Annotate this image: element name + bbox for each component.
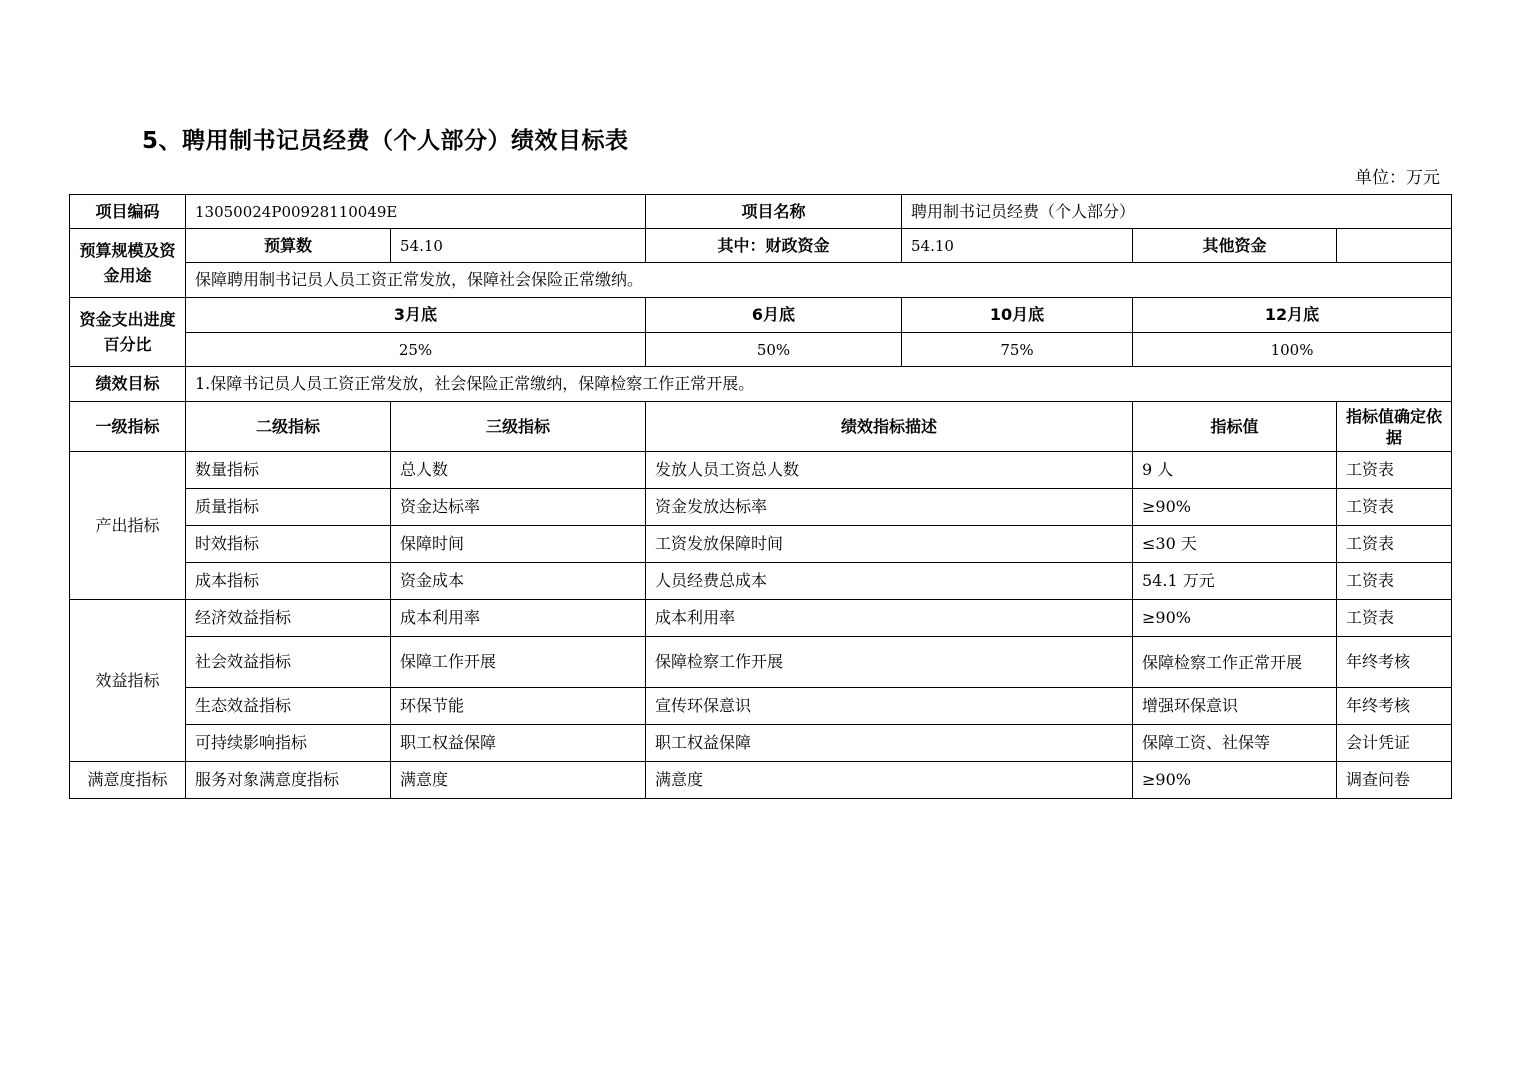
level2-indicator: 服务对象满意度指标 [186, 762, 391, 799]
progress-period: 3月底 [186, 298, 646, 333]
table-row [70, 688, 1452, 725]
progress-value: 50% [646, 333, 902, 367]
progress-period-row [70, 298, 1452, 333]
project-code-value: 13050024P00928110049E [186, 195, 646, 229]
level3-indicator: 保障时间 [391, 526, 646, 563]
indicator-basis: 调查问卷 [1337, 762, 1452, 799]
indicator-description: 工资发放保障时间 [646, 526, 1133, 563]
table-row [70, 452, 1452, 489]
performance-target-table [69, 194, 1452, 799]
level3-indicator: 环保节能 [391, 688, 646, 725]
table-row [70, 725, 1452, 762]
budget-label: 预算数 [186, 229, 391, 263]
progress-section-label: 资金支出进度百分比 [70, 298, 186, 367]
table-row [70, 600, 1452, 637]
indicator-value: ≥90% [1133, 489, 1337, 526]
indicator-description: 满意度 [646, 762, 1133, 799]
indicator-description: 职工权益保障 [646, 725, 1133, 762]
level2-indicator: 社会效益指标 [186, 637, 391, 688]
indicator-basis: 工资表 [1337, 489, 1452, 526]
progress-value: 25% [186, 333, 646, 367]
budget-row [70, 229, 1452, 263]
progress-period: 6月底 [646, 298, 902, 333]
page-title: 5、聘用制书记员经费（个人部分）绩效目标表 [142, 128, 629, 154]
goal-row [70, 367, 1452, 402]
level2-indicator: 数量指标 [186, 452, 391, 489]
level1-indicator: 满意度指标 [70, 762, 186, 799]
table-row [70, 563, 1452, 600]
table-row [70, 489, 1452, 526]
indicator-basis: 工资表 [1337, 526, 1452, 563]
table-row [70, 526, 1452, 563]
level1-indicator: 效益指标 [70, 600, 186, 762]
project-name-label: 项目名称 [646, 195, 902, 229]
indicator-description: 宣传环保意识 [646, 688, 1133, 725]
column-header: 三级指标 [391, 402, 646, 452]
indicator-value: ≤30 天 [1133, 526, 1337, 563]
indicator-description: 人员经费总成本 [646, 563, 1133, 600]
goal-label: 绩效目标 [70, 367, 186, 402]
column-header: 绩效指标描述 [646, 402, 1133, 452]
progress-period: 10月底 [902, 298, 1133, 333]
unit-label: 单位：万元 [1355, 168, 1440, 188]
level3-indicator: 资金成本 [391, 563, 646, 600]
indicator-description: 成本利用率 [646, 600, 1133, 637]
level2-indicator: 经济效益指标 [186, 600, 391, 637]
indicator-value: ≥90% [1133, 762, 1337, 799]
project-code-label: 项目编码 [70, 195, 186, 229]
indicator-description: 资金发放达标率 [646, 489, 1133, 526]
progress-period: 12月底 [1133, 298, 1452, 333]
column-header: 一级指标 [70, 402, 186, 452]
level2-indicator: 可持续影响指标 [186, 725, 391, 762]
budget-value: 54.10 [391, 229, 646, 263]
progress-value: 100% [1133, 333, 1452, 367]
indicator-value: 9 人 [1133, 452, 1337, 489]
level2-indicator: 生态效益指标 [186, 688, 391, 725]
level3-indicator: 满意度 [391, 762, 646, 799]
project-name-value: 聘用制书记员经费（个人部分） [902, 195, 1452, 229]
fiscal-funds-value: 54.10 [902, 229, 1133, 263]
level1-indicator: 产出指标 [70, 452, 186, 600]
column-header: 二级指标 [186, 402, 391, 452]
level3-indicator: 成本利用率 [391, 600, 646, 637]
goal-text: 1.保障书记员人员工资正常发放，社会保险正常缴纳，保障检察工作正常开展。 [186, 367, 1452, 402]
indicator-description: 发放人员工资总人数 [646, 452, 1133, 489]
indicator-description: 保障检察工作开展 [646, 637, 1133, 688]
level3-indicator: 总人数 [391, 452, 646, 489]
level2-indicator: 质量指标 [186, 489, 391, 526]
level3-indicator: 保障工作开展 [391, 637, 646, 688]
indicator-value: 增强环保意识 [1133, 688, 1337, 725]
level3-indicator: 资金达标率 [391, 489, 646, 526]
indicator-value: 保障检察工作正常开展 [1133, 637, 1337, 688]
purpose-row [70, 263, 1452, 298]
progress-value-row [70, 333, 1452, 367]
indicator-value: ≥90% [1133, 600, 1337, 637]
indicator-basis: 年终考核 [1337, 688, 1452, 725]
other-funds-label: 其他资金 [1133, 229, 1337, 263]
project-row [70, 195, 1452, 229]
indicator-value: 54.1 万元 [1133, 563, 1337, 600]
level2-indicator: 时效指标 [186, 526, 391, 563]
level3-indicator: 职工权益保障 [391, 725, 646, 762]
table-row [70, 637, 1452, 688]
fund-purpose-text: 保障聘用制书记员人员工资正常发放，保障社会保险正常缴纳。 [186, 263, 1452, 298]
indicator-basis: 工资表 [1337, 600, 1452, 637]
level2-indicator: 成本指标 [186, 563, 391, 600]
indicator-basis: 年终考核 [1337, 637, 1452, 688]
indicator-value: 保障工资、社保等 [1133, 725, 1337, 762]
table-row [70, 762, 1452, 799]
budget-section-label: 预算规模及资金用途 [70, 229, 186, 298]
column-header: 指标值 [1133, 402, 1337, 452]
other-funds-value [1337, 229, 1452, 263]
progress-value: 75% [902, 333, 1133, 367]
indicator-basis: 工资表 [1337, 563, 1452, 600]
fiscal-funds-label: 其中：财政资金 [646, 229, 902, 263]
indicator-basis: 会计凭证 [1337, 725, 1452, 762]
indicator-header-row [70, 402, 1452, 452]
indicator-basis: 工资表 [1337, 452, 1452, 489]
column-header: 指标值确定依据 [1337, 402, 1452, 452]
